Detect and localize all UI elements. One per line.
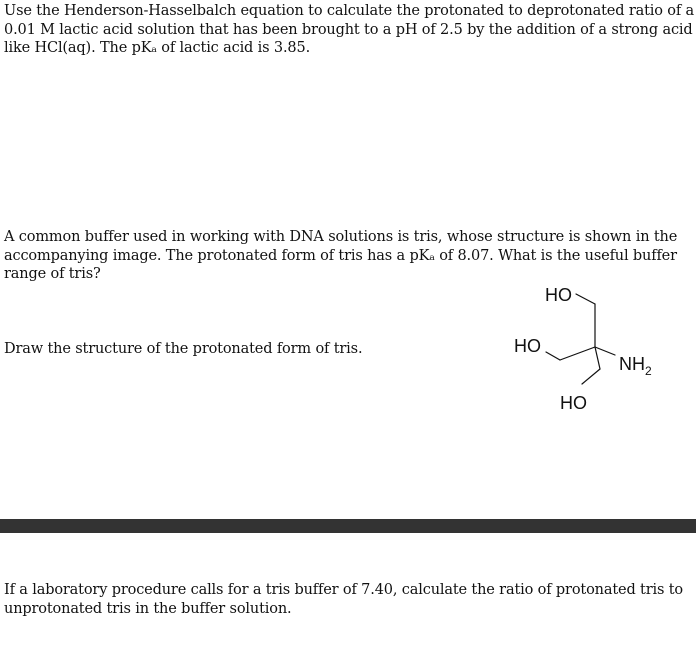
bond: [560, 347, 595, 360]
question-3-text: [4, 340, 362, 359]
nh-subscript: 2: [645, 364, 652, 378]
question-3-line: Draw the structure of the protonated form of tris.: [4, 341, 363, 357]
question-2-line: A common buffer used in working with DNA solutions is tris, whose structure is shown in the: [4, 229, 678, 245]
question-1-line: like HCl(aq). The pKₐ of lactic acid is 3.85.: [4, 40, 311, 56]
question-2-line: range of tris?: [4, 266, 101, 282]
question-2-line: accompanying image. The protonated form of tris has a pKₐ of 8.07. What is the useful buffer: [4, 247, 677, 264]
question-4-line: If a laboratory procedure calls for a tris buffer of 7.40, calculate the ratio of protonated tris to: [4, 582, 684, 598]
ho-left-label: HO: [514, 336, 541, 356]
question-1-line: 0.01 M lactic acid solution that has been brought to a pH of 2.5 by the addition of a strong acid: [4, 21, 693, 38]
ho-bottom-label: HO: [560, 393, 587, 413]
bond: [595, 347, 600, 369]
amine-label: [619, 354, 652, 378]
ho-top-label: HO: [545, 285, 572, 305]
question-4-text: [4, 581, 683, 618]
bond: [595, 347, 615, 355]
question-1-text: [4, 2, 694, 58]
nh-label: NH: [619, 354, 645, 374]
bond: [582, 369, 600, 384]
bond: [546, 352, 560, 360]
section-divider: [0, 519, 696, 533]
question-1-line: Use the Henderson-Hasselbalch equation to calculate the protonated to deprotonated ratio of a: [4, 3, 695, 19]
bond: [576, 294, 595, 304]
question-4-line: unprotonated tris in the buffer solution.: [4, 600, 292, 617]
tris-structure-image: [490, 272, 670, 422]
